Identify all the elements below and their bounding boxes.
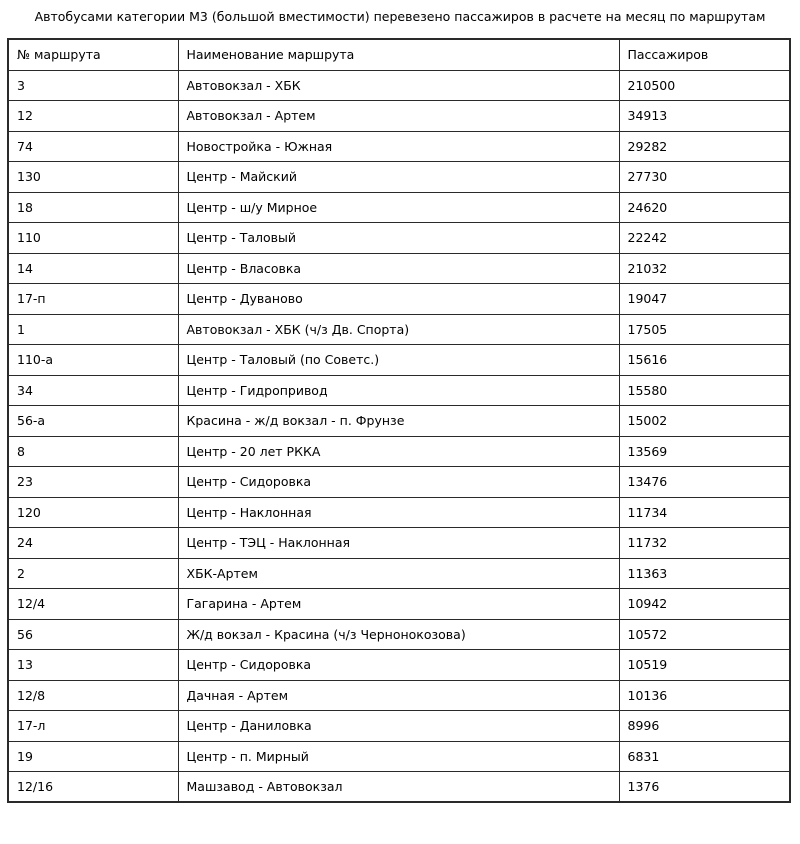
passengers-cell: 24620	[619, 192, 790, 223]
passengers-cell: 8996	[619, 711, 790, 742]
table-row	[8, 162, 790, 193]
table-row	[8, 619, 790, 650]
header-route-name: Наименование маршрута	[178, 39, 619, 70]
route-number-cell: 56-а	[8, 406, 178, 437]
route-number-cell: 13	[8, 650, 178, 681]
passengers-cell: 29282	[619, 131, 790, 162]
route-name-cell: Центр - Власовка	[178, 253, 619, 284]
route-number-cell: 12/8	[8, 680, 178, 711]
passengers-cell: 11732	[619, 528, 790, 559]
table-row	[8, 131, 790, 162]
table-row	[8, 680, 790, 711]
route-name-cell: Центр - Таловый	[178, 223, 619, 254]
table-header-row	[8, 39, 790, 70]
table-row	[8, 223, 790, 254]
passengers-cell: 6831	[619, 741, 790, 772]
passengers-cell: 210500	[619, 70, 790, 101]
passengers-cell: 10572	[619, 619, 790, 650]
table-row	[8, 589, 790, 620]
route-number-cell: 24	[8, 528, 178, 559]
route-name-cell: Автовокзал - Артем	[178, 101, 619, 132]
route-name-cell: Центр - Майский	[178, 162, 619, 193]
page-title: Автобусами категории М3 (большой вместимости) перевезено пассажиров в расчете на месяц по маршрутам	[34, 9, 766, 24]
route-number-cell: 18	[8, 192, 178, 223]
passengers-cell: 34913	[619, 101, 790, 132]
passengers-cell: 15002	[619, 406, 790, 437]
route-number-cell: 12/16	[8, 772, 178, 803]
table-row	[8, 345, 790, 376]
table-row	[8, 253, 790, 284]
passengers-cell: 11734	[619, 497, 790, 528]
passengers-cell: 22242	[619, 223, 790, 254]
route-name-cell: Центр - Сидоровка	[178, 650, 619, 681]
route-name-cell: Центр - Сидоровка	[178, 467, 619, 498]
route-number-cell: 17-п	[8, 284, 178, 315]
passengers-cell: 10519	[619, 650, 790, 681]
route-name-cell: Новостройка - Южная	[178, 131, 619, 162]
passengers-cell: 11363	[619, 558, 790, 589]
passengers-cell: 15616	[619, 345, 790, 376]
route-number-cell: 34	[8, 375, 178, 406]
route-number-cell: 8	[8, 436, 178, 467]
route-name-cell: Центр - Таловый (по Советс.)	[178, 345, 619, 376]
table-row	[8, 772, 790, 803]
table-row	[8, 436, 790, 467]
table-row	[8, 284, 790, 315]
route-name-cell: Автовокзал - ХБК (ч/з Дв. Спорта)	[178, 314, 619, 345]
route-number-cell: 1	[8, 314, 178, 345]
route-number-cell: 2	[8, 558, 178, 589]
table-row	[8, 528, 790, 559]
route-number-cell: 14	[8, 253, 178, 284]
table-row	[8, 314, 790, 345]
route-name-cell: ХБК-Артем	[178, 558, 619, 589]
route-number-cell: 3	[8, 70, 178, 101]
passengers-cell: 15580	[619, 375, 790, 406]
route-name-cell: Центр - Гидропривод	[178, 375, 619, 406]
table-row	[8, 741, 790, 772]
passengers-cell: 10136	[619, 680, 790, 711]
routes-table	[7, 38, 791, 803]
route-name-cell: Машзавод - Автовокзал	[178, 772, 619, 803]
table-row	[8, 467, 790, 498]
route-name-cell: Автовокзал - ХБК	[178, 70, 619, 101]
passengers-cell: 17505	[619, 314, 790, 345]
route-name-cell: Ж/д вокзал - Красина (ч/з Чернонокозова)	[178, 619, 619, 650]
header-passengers: Пассажиров	[619, 39, 790, 70]
route-number-cell: 110-а	[8, 345, 178, 376]
route-name-cell: Красина - ж/д вокзал - п. Фрунзе	[178, 406, 619, 437]
table-row	[8, 375, 790, 406]
route-number-cell: 130	[8, 162, 178, 193]
table-row	[8, 406, 790, 437]
table-body	[8, 70, 790, 802]
table-row	[8, 711, 790, 742]
route-number-cell: 12/4	[8, 589, 178, 620]
route-name-cell: Центр - ш/у Мирное	[178, 192, 619, 223]
route-name-cell: Центр - 20 лет РККА	[178, 436, 619, 467]
route-number-cell: 23	[8, 467, 178, 498]
route-name-cell: Центр - п. Мирный	[178, 741, 619, 772]
table-row	[8, 558, 790, 589]
table-row	[8, 497, 790, 528]
route-number-cell: 17-л	[8, 711, 178, 742]
route-name-cell: Дачная - Артем	[178, 680, 619, 711]
route-number-cell: 12	[8, 101, 178, 132]
route-name-cell: Центр - ТЭЦ - Наклонная	[178, 528, 619, 559]
passengers-cell: 13569	[619, 436, 790, 467]
route-number-cell: 19	[8, 741, 178, 772]
passengers-cell: 1376	[619, 772, 790, 803]
route-number-cell: 120	[8, 497, 178, 528]
route-number-cell: 74	[8, 131, 178, 162]
route-number-cell: 56	[8, 619, 178, 650]
route-number-cell: 110	[8, 223, 178, 254]
table-row	[8, 70, 790, 101]
passengers-cell: 21032	[619, 253, 790, 284]
passengers-cell: 10942	[619, 589, 790, 620]
route-name-cell: Центр - Наклонная	[178, 497, 619, 528]
route-name-cell: Центр - Дуваново	[178, 284, 619, 315]
route-name-cell: Гагарина - Артем	[178, 589, 619, 620]
passengers-cell: 19047	[619, 284, 790, 315]
route-name-cell: Центр - Даниловка	[178, 711, 619, 742]
table-row	[8, 101, 790, 132]
table-row	[8, 650, 790, 681]
table-row	[8, 192, 790, 223]
passengers-cell: 13476	[619, 467, 790, 498]
header-route-number: № маршрута	[8, 39, 178, 70]
passengers-cell: 27730	[619, 162, 790, 193]
